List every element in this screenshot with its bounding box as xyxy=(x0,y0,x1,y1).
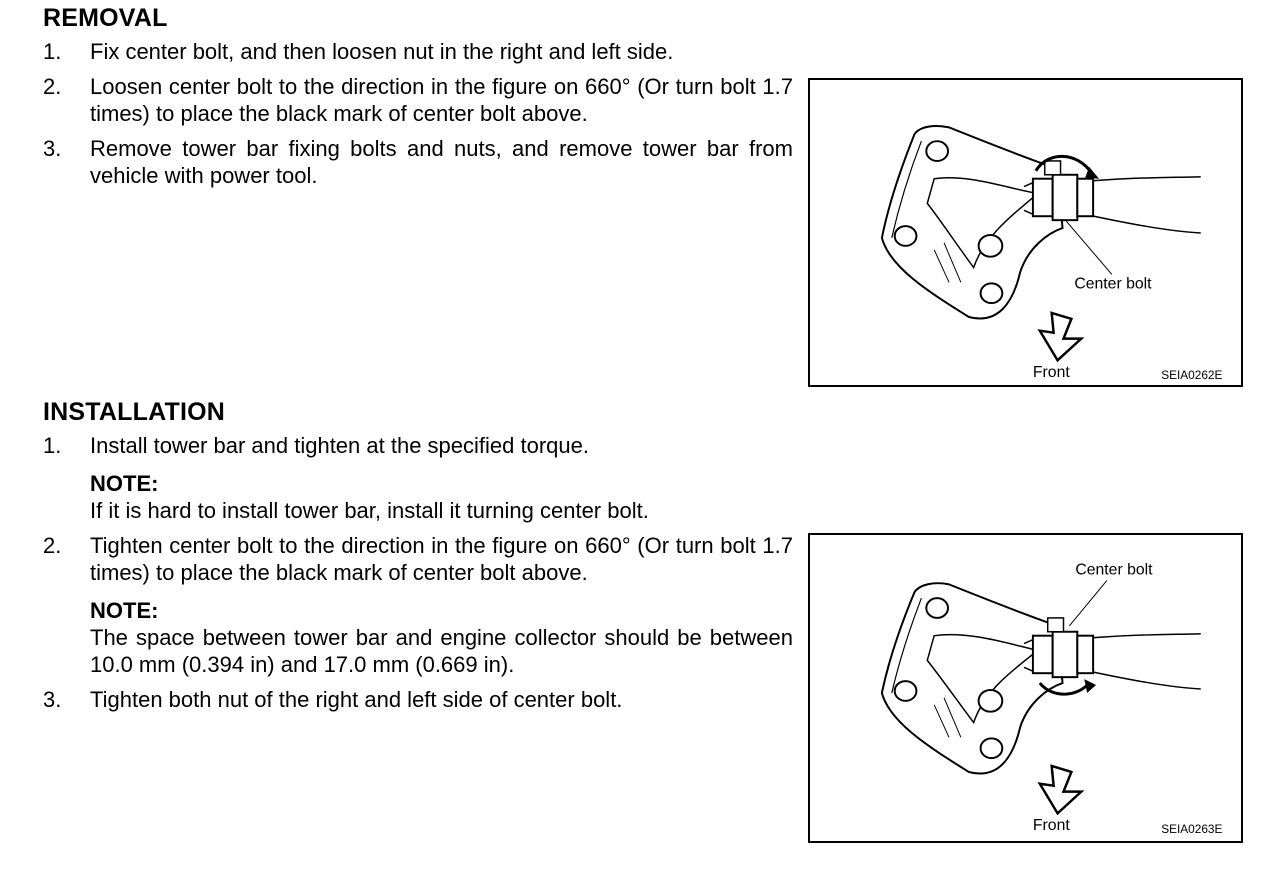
removal-steps xyxy=(43,38,793,197)
installation-steps xyxy=(43,432,793,721)
figure-code: SEIA0263E xyxy=(1161,822,1223,837)
note-label: NOTE: xyxy=(90,471,159,496)
front-arrow-icon xyxy=(1040,313,1081,360)
center-bolt-label: Center bolt xyxy=(1075,561,1153,579)
tower-bar-installation-illustration xyxy=(810,535,1241,841)
step-number: 1. xyxy=(43,39,62,64)
tower-bar-removal-illustration xyxy=(810,80,1241,385)
removal-step-1 xyxy=(43,38,793,65)
figure-code: SEIA0262E xyxy=(1161,368,1223,383)
step-text: Fix center bolt, and then loosen nut in the right and left side. xyxy=(90,39,674,64)
removal-step-3 xyxy=(43,135,793,189)
step-text: Loosen center bolt to the direction in the figure on 660° (Or turn bolt 1.7 times) to place the black mark of center bolt above. xyxy=(90,74,793,126)
step-number: 2. xyxy=(43,74,62,99)
note-label: NOTE: xyxy=(90,598,159,623)
removal-step-2 xyxy=(43,73,793,127)
note-text: The space between tower bar and engine collector should be between 10.0 mm (0.394 in) and 17.0 mm (0.669 in). xyxy=(90,625,793,677)
step-number: 1. xyxy=(43,433,62,458)
front-label: Front xyxy=(1032,364,1070,382)
installation-figure xyxy=(808,533,1243,843)
installation-heading: INSTALLATION xyxy=(43,398,226,426)
installation-step-2 xyxy=(43,532,793,678)
step-text: Remove tower bar fixing bolts and nuts, and remove tower bar from vehicle with power tool. xyxy=(90,136,793,188)
step-text: Tighten center bolt to the direction in the figure on 660° (Or turn bolt 1.7 times) to place the black mark of center bolt above. xyxy=(90,533,793,585)
note-text: If it is hard to install tower bar, install it turning center bolt. xyxy=(90,498,649,523)
front-label: Front xyxy=(1032,817,1070,835)
step-text: Install tower bar and tighten at the specified torque. xyxy=(90,433,589,458)
step-text: Tighten both nut of the right and left side of center bolt. xyxy=(90,687,623,712)
installation-step-1 xyxy=(43,432,793,524)
step-number: 2. xyxy=(43,533,62,558)
center-bolt-label: Center bolt xyxy=(1074,275,1152,293)
removal-heading: REMOVAL xyxy=(43,4,168,32)
front-arrow-icon xyxy=(1040,766,1081,813)
step-number: 3. xyxy=(43,687,62,712)
step-number: 3. xyxy=(43,136,62,161)
removal-figure xyxy=(808,78,1243,387)
installation-step-3 xyxy=(43,686,793,713)
